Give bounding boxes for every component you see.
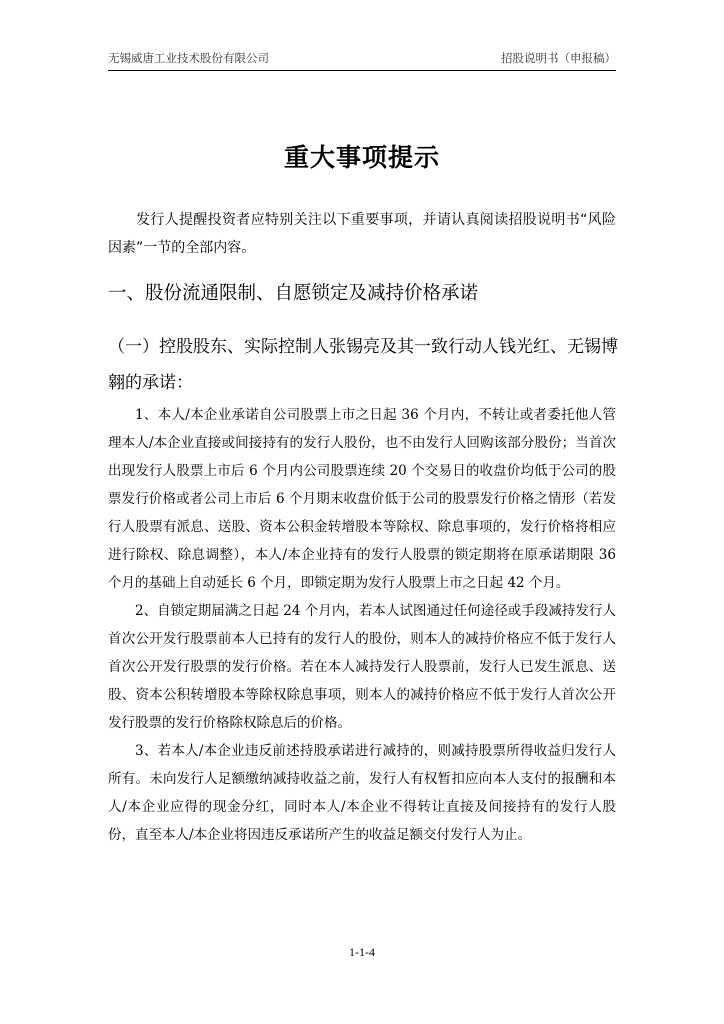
section-heading: 一、股份流通限制、自愿锁定及减持价格承诺 (108, 283, 479, 304)
page-header (108, 50, 616, 70)
commitment-paragraph-3: 3、若本人/本企业违反前述持股承诺进行减持的，则减持股票所得收益归发行人所有。未向发行人足额缴纳减持收益之前，发行人有权暂扣应向本人支付的报酬和本人/本企业应得的现金分红，同时本人/本企业不得转让直接及间接持有的发行人股份，直至本人/本企业将因违反承诺所产生的收益足额交付发行人为止。 (108, 743, 616, 843)
header-divider (108, 70, 616, 71)
subsection-heading: （一）控股股东、实际控制人张锡亮及其一致行动人钱光红、无锡博翱的承诺： (108, 337, 618, 393)
commitment-paragraph-2: 2、自锁定期届满之日起 24 个月内，若本人试图通过任何途径或手段减持发行人首次公开发行股票前本人已持有的发行人的股份，则本人的减持价格应不低于发行人首次公开发行股票的发行价格。若在本人减持发行人股票前，发行人已发生派息、送股、资本公积转增股本等除权除息事项，则本人的减持价格应不低于发行人首次公开发行股票的发行价格除权除息后的价格。 (108, 603, 616, 731)
commitment-body (108, 401, 616, 849)
header-company-name: 无锡威唐工业技术股份有限公司 (108, 51, 269, 65)
header-document-type: 招股说明书（申报稿） (501, 51, 616, 65)
page-title: 重大事项提示 (283, 143, 440, 172)
intro-paragraph: 发行人提醒投资者应特别关注以下重要事项，并请认真阅读招股说明书“风险因素”一节的全部内容。 (108, 212, 616, 256)
commitment-paragraph-1: 1、本人/本企业承诺自公司股票上市之日起 36 个月内，不转让或者委托他人管理本人/本企业直接或间接持有的发行人股份，也不由发行人回购该部分股份；当首次出现发行人股票上市后 6 个月内公司股票连续 20 个交易日的收盘价均低于公司的股票发行价格或者公司上市后 6 个月期末收盘价低于公司的股票发行价格之情形（若发行人股票有派息、送股、资本公积金转增股本等除权、除息事项的，发行价格将相应进行除权、除息调整），本人/本企业持有的发行人股票的锁定期将在原承诺期限 36 个月的基础上自动延长 6 个月，即锁定期为发行人股票上市之日起 42 个月。 (108, 407, 616, 591)
page-number: 1-1-4 (349, 945, 375, 959)
